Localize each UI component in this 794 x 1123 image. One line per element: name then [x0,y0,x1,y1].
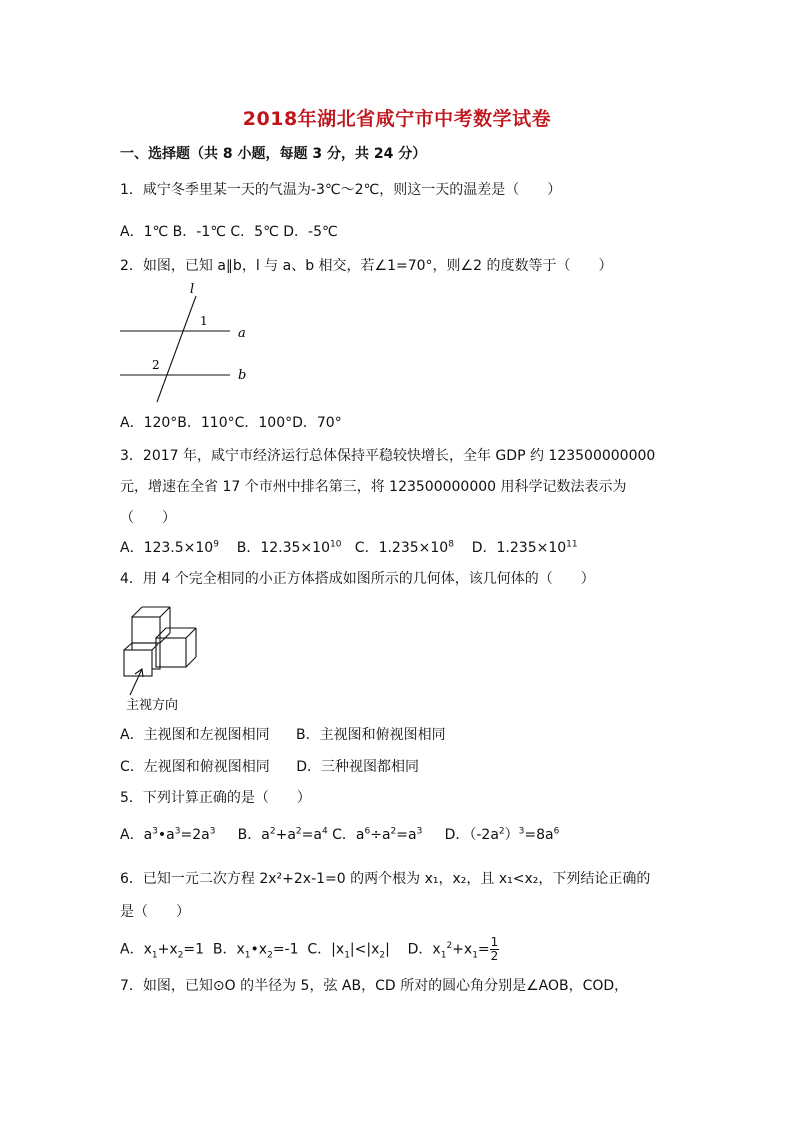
question-1-options: A．1℃ B．-1℃ C．5℃ D．-5℃ [120,224,338,240]
question-1-stem: 1．咸宁冬季里某一天的气温为-3℃～2℃，则这一天的温差是（ ） [120,182,562,198]
angle-1-label: 1 [200,314,208,328]
line-b-label: b [238,368,247,383]
view-direction-caption: 主视方向 [126,698,179,713]
question-6-line-1: 6．已知一元二次方程 2x²+2x-1=0 的两个根为 x₁，x₂，且 x₁<x₂，下列结论正确的 [120,871,651,887]
question-5-options: A．$a^3•a^3=2a^3$ B．$a^2+a^2=a^4$ C．$a^6\div a^2=a^3$ D．$(-2a^2)^3=8a^6$ [120,826,560,843]
parallel-lines-figure [114,280,264,410]
question-2-stem: 2．如图，已知 a∥b，l 与 a、b 相交，若∠1=70°，则∠2 的度数等于（ ） [120,258,613,274]
question-6-line-2: 是（ ） [120,904,190,920]
question-4-options-row-2: C．左视图和俯视图相同 D．三种视图都相同 [120,759,420,775]
question-7-stem: 7．如图，已知⊙O 的半径为 5，弦 AB，CD 所对的圆心角分别是∠AOB，COD， [120,978,629,994]
question-3-options: A．$123.5\times 10^9$ B．$12.35\times 10^{10}$ C．$1.235\times 10^8$ D．$1.235\times 10^{11}$ [120,539,578,556]
question-3-line-2: 元，增速在全省 17 个市州中排名第三，将 123500000000 用科学记数法表示为 [120,479,627,495]
question-3-line-1: 3．2017 年，咸宁市经济运行总体保持平稳较快增长，全年 GDP 约 123500000000 [120,448,656,464]
question-2-options: A．120°B．110°C．100°D．70° [120,415,342,431]
angle-2-label: 2 [152,358,160,372]
question-4-options-row-1: A．主视图和左视图相同 B．主视图和俯视图相同 [120,727,446,743]
line-l-label: l [190,282,195,297]
question-4-stem: 4．用 4 个完全相同的小正方体搭成如图所示的几何体，该几何体的（ ） [120,571,595,587]
question-6-options: A．$x_1+x_2=1$ B．$x_1•x_2=-1$ C．$|x_1|<|x_2|$ D．$x_1^2+x_1=$ $\frac{1}{2}$ [120,935,499,963]
question-5-stem: 5．下列计算正确的是（ ） [120,790,311,806]
line-a-label: a [238,326,246,341]
cube-solid-figure [118,598,228,718]
page-title: 2018年湖北省咸宁市中考数学试卷 [242,108,552,130]
question-3-line-3: （ ） [120,510,176,526]
fraction-one-half: $\frac{1}{2}$ [490,935,499,963]
section-heading: 一、选择题（共 8 小题，每题 3 分，共 24 分） [120,146,427,162]
